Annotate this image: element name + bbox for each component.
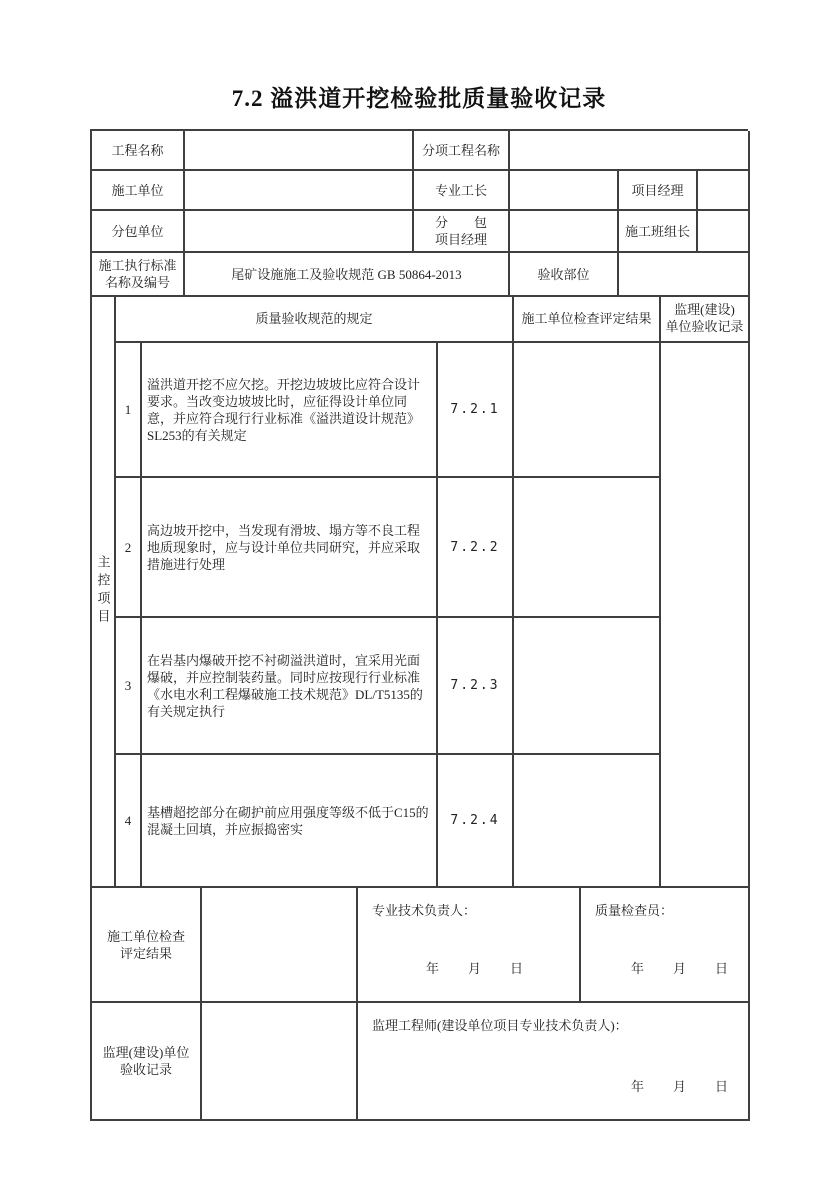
item-number: 1	[116, 343, 142, 478]
project-name-label: 工程名称	[92, 131, 185, 171]
item-requirement-text: 溢洪道开挖不应欠挖。开挖边坡坡比应符合设计要求。当改变边坡坡比时，应征得设计单位同意，并应符合现行行业标准《溢洪道设计规范》SL253的有关规定	[142, 343, 438, 478]
item-requirement-text: 基槽超挖部分在砌护前应用强度等级不低于C15的混凝土回填，并应振捣密实	[142, 755, 438, 888]
subcontract-pm-value	[510, 211, 619, 253]
foreman-label: 专业工长	[414, 171, 510, 211]
subproject-value	[510, 131, 750, 171]
supervisor-record-label	[92, 1003, 202, 1121]
crew-leader-value	[698, 211, 750, 253]
quality-inspector-signature-cell	[581, 888, 750, 1003]
quality-inspector-date: 年 月 日	[630, 961, 736, 976]
subcontract-pm-label-line2: 项目经理	[434, 232, 487, 247]
standard-label-line1: 施工执行标准	[98, 258, 177, 273]
standard-value: 尾矿设施施工及验收规范 GB 50864-2013	[185, 253, 510, 297]
supervisor-record-cell	[661, 343, 750, 888]
eval-result-label	[92, 888, 202, 1003]
supervisor-record-label-line2: 验收记录	[119, 1062, 172, 1077]
item-number: 2	[116, 478, 142, 618]
supervisor-record-value	[202, 1003, 358, 1121]
construction-unit-label: 施工单位	[92, 171, 185, 211]
subcontract-unit-value	[185, 211, 414, 253]
acceptance-part-label: 验收部位	[510, 253, 619, 297]
standard-label	[92, 253, 185, 297]
project-manager-label: 项目经理	[619, 171, 698, 211]
main-control-items-label: 主控项目	[95, 554, 111, 627]
info-table	[90, 129, 748, 297]
supervisor-header-line1: 监理(建设)	[674, 302, 735, 317]
supervisor-header-line2: 单位验收记录	[665, 319, 744, 334]
tech-lead-date: 年 月 日	[425, 961, 531, 976]
item-code: 7.2.1	[438, 343, 514, 478]
footer-table	[90, 888, 748, 1121]
eval-result-label-line2: 评定结果	[119, 945, 172, 961]
quality-inspector-label: 质量检查员：	[595, 903, 674, 918]
item-requirement-text: 高边坡开挖中，当发现有滑坡、塌方等不良工程地质现象时，应与设计单位共同研究，并应采取措施进行处理	[142, 478, 438, 618]
item-eval-result	[514, 755, 661, 888]
item-code: 7.2.3	[438, 618, 514, 755]
eval-header: 施工单位检查评定结果	[514, 295, 661, 343]
subproject-label: 分项工程名称	[414, 131, 510, 171]
crew-leader-label: 施工班组长	[619, 211, 698, 253]
supervisor-engineer-signature-cell	[358, 1003, 750, 1121]
side-label-cell	[92, 295, 116, 888]
subcontract-pm-label	[414, 211, 510, 253]
supervisor-record-label-line1: 监理(建设)单位	[102, 1045, 190, 1060]
tech-lead-label: 专业技术负责人：	[372, 903, 477, 918]
spec-header: 质量验收规范的规定	[116, 295, 514, 343]
subcontract-pm-label-line1: 分 包	[434, 215, 487, 230]
acceptance-part-value	[619, 253, 750, 297]
page-title: 7.2 溢洪道开挖检验批质量验收记录	[231, 86, 607, 111]
tech-lead-signature-cell	[358, 888, 581, 1003]
eval-result-value	[202, 888, 358, 1003]
foreman-value	[510, 171, 619, 211]
item-eval-result	[514, 618, 661, 755]
item-eval-result	[514, 343, 661, 478]
supervisor-engineer-label: 监理工程师(建设单位项目专业技术负责人)：	[372, 1018, 628, 1033]
main-table	[90, 295, 748, 888]
item-number: 4	[116, 755, 142, 888]
item-eval-result	[514, 478, 661, 618]
supervisor-header	[661, 295, 750, 343]
item-number: 3	[116, 618, 142, 755]
project-manager-value	[698, 171, 750, 211]
item-code: 7.2.4	[438, 755, 514, 888]
item-code: 7.2.2	[438, 478, 514, 618]
item-requirement-text: 在岩基内爆破开挖不衬砌溢洪道时，宜采用光面爆破，并应控制装药量。同时应按现行行业标准《水电水利工程爆破施工技术规范》DL/T5135的有关规定执行	[142, 618, 438, 755]
project-name-value	[185, 131, 414, 171]
supervisor-engineer-date: 年 月 日	[630, 1079, 736, 1094]
subcontract-unit-label: 分包单位	[92, 211, 185, 253]
standard-label-line2: 名称及编号	[104, 275, 170, 290]
construction-unit-value	[185, 171, 414, 211]
eval-result-label-line1: 施工单位检查	[106, 928, 185, 944]
